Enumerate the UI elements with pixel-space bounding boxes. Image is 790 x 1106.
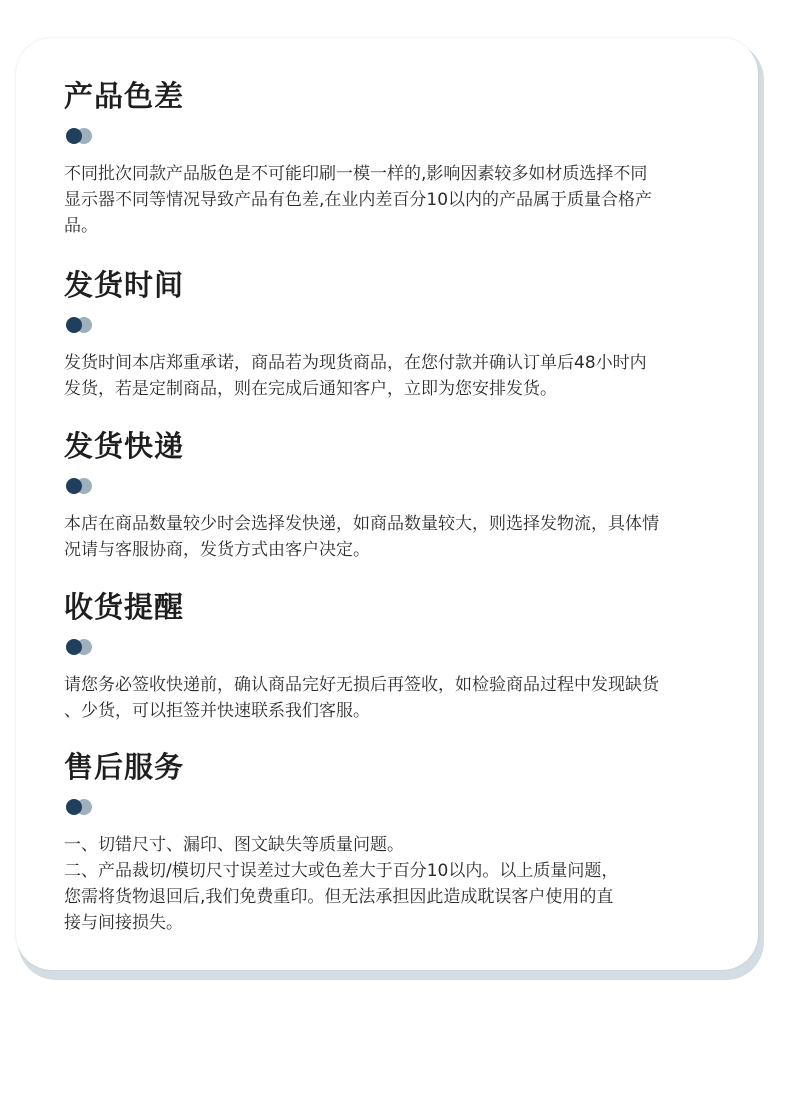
body-line: 、少货，可以拒签并快速联系我们客服。: [64, 701, 370, 721]
body-line: 不同批次同款产品版色是不可能印刷一模一样的,影响因素较多如材质选择不同: [64, 164, 648, 184]
body-line: 您需将货物退回后,我们免费重印。但无法承担因此造成耽误客户使用的直: [64, 887, 614, 907]
body-line: 发货时间本店郑重承诺，商品若为现货商品，在您付款并确认订单后48小时内: [64, 353, 647, 373]
body-line: 发货，若是定制商品，则在完成后通知客户，立即为您安排发货。: [64, 379, 557, 399]
body-line: 一、切错尺寸、漏印、图文缺失等质量问题。: [64, 835, 404, 855]
dot-dark-icon: [66, 317, 82, 333]
section-divider-dots: [64, 478, 94, 494]
section-title: 发货时间: [64, 268, 185, 302]
body-line: 品。: [64, 216, 98, 236]
section-divider-dots: [64, 317, 94, 333]
section-title: 发货快递: [64, 429, 185, 463]
section-body: [64, 161, 724, 239]
section-body: [64, 832, 724, 936]
body-line: 请您务必签收快递前，确认商品完好无损后再签收，如检验商品过程中发现缺货: [64, 675, 659, 695]
body-line: 况请与客服协商，发货方式由客户决定。: [64, 540, 370, 560]
section-shipping-time: [64, 267, 724, 402]
section-title: 售后服务: [64, 750, 185, 784]
section-divider-dots: [64, 128, 94, 144]
section-body: [64, 511, 724, 563]
dot-dark-icon: [66, 128, 82, 144]
section-divider-dots: [64, 799, 94, 815]
body-line: 本店在商品数量较少时会选择发快递，如商品数量较大，则选择发物流，具体情: [64, 514, 659, 534]
section-body: [64, 350, 724, 402]
section-body: [64, 672, 724, 724]
dot-dark-icon: [66, 639, 82, 655]
body-line: 接与间接损失。: [64, 913, 183, 933]
section-after-sales: [64, 749, 724, 936]
dot-dark-icon: [66, 799, 82, 815]
section-express-delivery: [64, 428, 724, 563]
body-line: 二、产品裁切/模切尺寸误差过大或色差大于百分10以内。以上质量问题，: [64, 861, 619, 881]
section-title: 产品色差: [64, 79, 185, 113]
dot-dark-icon: [66, 478, 82, 494]
section-title: 收货提醒: [64, 590, 185, 624]
section-color-difference: [64, 78, 724, 239]
section-receipt-reminder: [64, 589, 724, 724]
section-divider-dots: [64, 639, 94, 655]
body-line: 显示器不同等情况导致产品有色差,在业内差百分10以内的产品属于质量合格产: [64, 190, 653, 210]
